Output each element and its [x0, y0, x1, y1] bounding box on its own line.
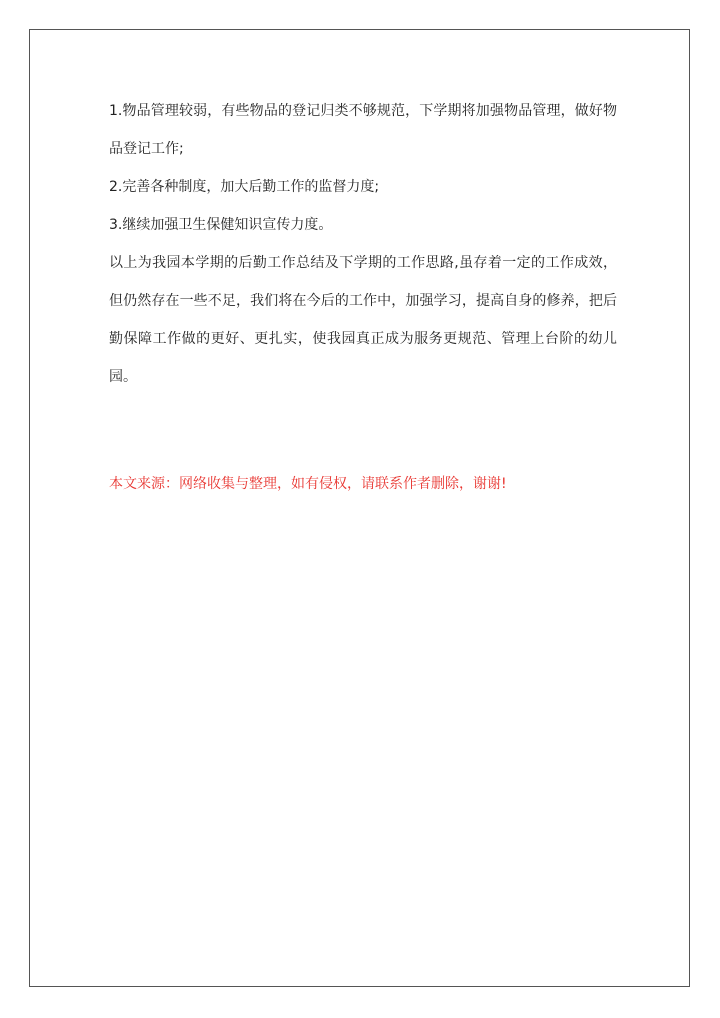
list-item-3: 3.继续加强卫生保健知识宣传力度。 — [109, 217, 333, 233]
source-note: 本文来源：网络收集与整理，如有侵权，请联系作者删除，谢谢! — [109, 476, 507, 492]
list-item-2: 2.完善各种制度，加大后勤工作的监督力度; — [109, 179, 380, 195]
list-item-1: 1.物品管理较弱，有些物品的登记归类不够规范，下学期将加强物品管理，做好物品登记工作; — [109, 103, 617, 157]
summary-paragraph: 以上为我园本学期的后勤工作总结及下学期的工作思路,虽存着一定的工作成效，但仍然存在一些不足，我们将在今后的工作中，加强学习，提高自身的修养，把后勤保障工作做的更好、更扎实，使我园真正成为服务更规范、管理上台阶的幼儿园。 — [109, 255, 617, 385]
document-body — [109, 92, 617, 396]
